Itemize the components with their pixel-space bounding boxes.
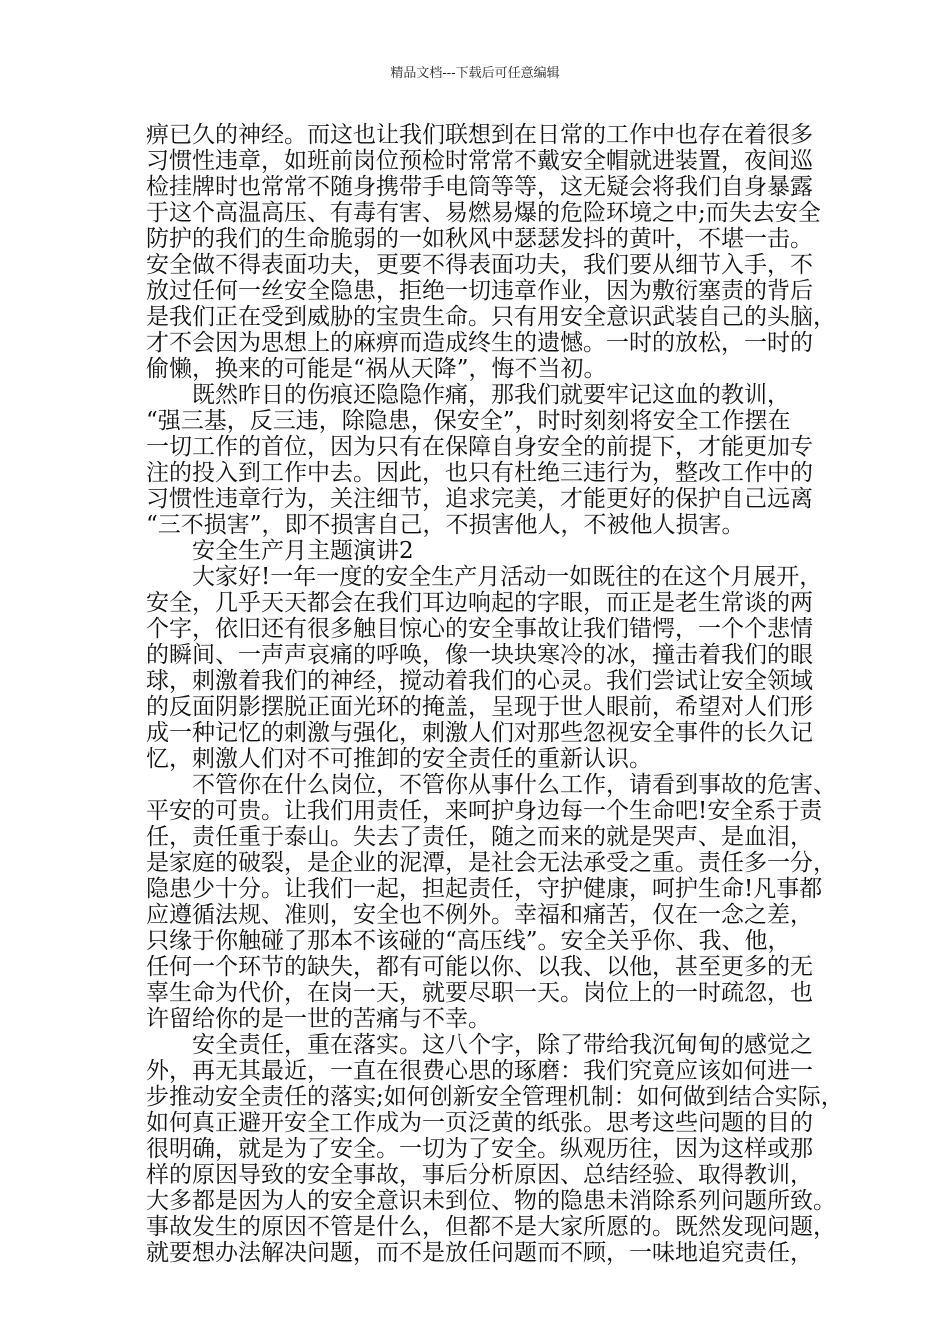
text-line: 许留给你的是一世的苦痛与不幸。 xyxy=(146,1006,491,1032)
text-line: 平安的可贵。让我们用责任，来呵护身边每一个生命吧!安全系于责 xyxy=(146,798,823,824)
text-line: 事故发生的原因不管是什么，但都不是大家所愿的。既然发现问题， xyxy=(146,1214,836,1240)
text-line: 才不会因为思想上的麻痹而造成终生的遗憾。一时的放松，一时的 xyxy=(146,330,813,356)
section-title xyxy=(146,538,822,564)
text-line: 安全，几乎天天都会在我们耳边响起的字眼，而正是老生常谈的两 xyxy=(146,590,813,616)
text-line: 辜生命为代价，在岗一天，就要尽职一天。岗位上的一时疏忽，也 xyxy=(146,980,813,1006)
text-line: 大家好!一年一度的安全生产月活动一如既往的在这个月展开， xyxy=(192,564,823,590)
text-line: 的瞬间、一声声哀痛的呼唤，像一块块寒冷的冰，撞击着我们的眼 xyxy=(146,642,813,668)
paragraph xyxy=(146,382,822,538)
text-line: 放过任何一丝安全隐患，拒绝一切违章作业，因为敷衍塞责的背后 xyxy=(146,278,813,304)
text-line: 大多都是因为人的安全意识未到位、物的隐患未消除系列问题所致。 xyxy=(146,1188,836,1214)
paragraph xyxy=(146,772,836,1032)
text-line: 外，再无其最近，一直在很费心思的琢磨：我们究竟应该如何进一 xyxy=(146,1058,813,1084)
text-line: 习惯性违章行为，关注细节，追求完美，才能更好的保护自己远离 xyxy=(146,486,813,512)
text-line: 任何一个环节的缺失，都有可能以你、以我、以他，甚至更多的无 xyxy=(146,954,813,980)
text-line: 既然昨日的伤痕还隐隐作痛，那我们就要牢记这血的教训， xyxy=(192,382,790,408)
text-line: 应遵循法规、准则，安全也不例外。幸福和痛苦，仅在一念之差， xyxy=(146,902,813,928)
text-line: 习惯性违章，如班前岗位预检时常常不戴安全帽就进装置，夜间巡 xyxy=(146,148,813,174)
text-line: 痹已久的神经。而这也让我们联想到在日常的工作中也存在着很多 xyxy=(146,122,813,148)
text-line: 检挂牌时也常常不随身携带手电筒等等，这无疑会将我们自身暴露 xyxy=(146,174,813,200)
page-header: 精品文档---下载后可任意编辑 xyxy=(390,66,560,81)
paragraph xyxy=(146,1032,844,1266)
text-line: “强三基，反三违，除隐患，保安全”，时时刻刻将安全工作摆在 xyxy=(146,408,791,434)
text-line: 成一种记忆的刺激与强化，刺激人们对那些忽视安全事件的长久记 xyxy=(146,720,813,746)
text-line: 防护的我们的生命脆弱的一如秋风中瑟瑟发抖的黄叶，不堪一击。 xyxy=(146,226,813,252)
text-line: 偷懒，换来的可能是“祸从天降”，悔不当初。 xyxy=(146,356,607,382)
text-line: 就要想办法解决问题，而不是放任问题而不顾，一味地追究责任， xyxy=(146,1240,813,1266)
text-line: 个字，依旧还有很多触目惊心的安全事故让我们错愕，一个个悲情 xyxy=(146,616,813,642)
text-line: 于这个高温高压、有毒有害、易燃易爆的危险环境之中;而失去安全 xyxy=(146,200,821,226)
text-line: 一切工作的首位，因为只有在保障自身安全的前提下，才能更加专 xyxy=(146,434,813,460)
text-line: 步推动安全责任的落实;如何创新安全管理机制：如何做到结合实际， xyxy=(146,1084,844,1110)
document-body xyxy=(146,122,844,1266)
text-line: 忆，刺激人们对不可推卸的安全责任的重新认识。 xyxy=(146,746,652,772)
text-line: 很明确，就是为了安全。一切为了安全。纵观历往，因为这样或那 xyxy=(146,1136,813,1162)
text-line: 安全做不得表面功夫，更要不得表面功夫，我们要从细节入手，不 xyxy=(146,252,813,278)
text-line: 球，刺激着我们的神经，搅动着我们的心灵。我们尝试让安全领域 xyxy=(146,668,813,694)
paragraph xyxy=(146,564,822,772)
text-line: 是我们正在受到威胁的宝贵生命。只有用安全意识武装自己的头脑， xyxy=(146,304,836,330)
section-title-text: 安全生产月主题演讲2 xyxy=(192,538,414,564)
text-line: 任，责任重于泰山。失去了责任，随之而来的就是哭声、是血泪， xyxy=(146,824,813,850)
text-line: 安全责任，重在落实。这八个字，除了带给我沉甸甸的感觉之 xyxy=(192,1032,813,1058)
text-line: 不管你在什么岗位，不管你从事什么工作，请看到事故的危害、 xyxy=(192,772,836,798)
text-line: “三不损害”，即不损害自己，不损害他人，不被他人损害。 xyxy=(146,512,745,538)
text-line: 样的原因导致的安全事故，事后分析原因、总结经验、取得教训， xyxy=(146,1162,813,1188)
text-line: 只缘于你触碰了那本不该碰的“高压线”。安全关乎你、我、他， xyxy=(146,928,791,954)
paragraph xyxy=(146,122,836,382)
text-line: 隐患少十分。让我们一起，担起责任，守护健康，呵护生命!凡事都 xyxy=(146,876,823,902)
text-line: 的反面阴影摆脱正面光环的掩盖，呈现于世人眼前，希望对人们形 xyxy=(146,694,813,720)
text-line: 注的投入到工作中去。因此，也只有杜绝三违行为，整改工作中的 xyxy=(146,460,813,486)
text-line: 如何真正避开安全工作成为一页泛黄的纸张。思考这些问题的目的 xyxy=(146,1110,813,1136)
text-line: 是家庭的破裂，是企业的泥潭，是社会无法承受之重。责任多一分， xyxy=(146,850,836,876)
